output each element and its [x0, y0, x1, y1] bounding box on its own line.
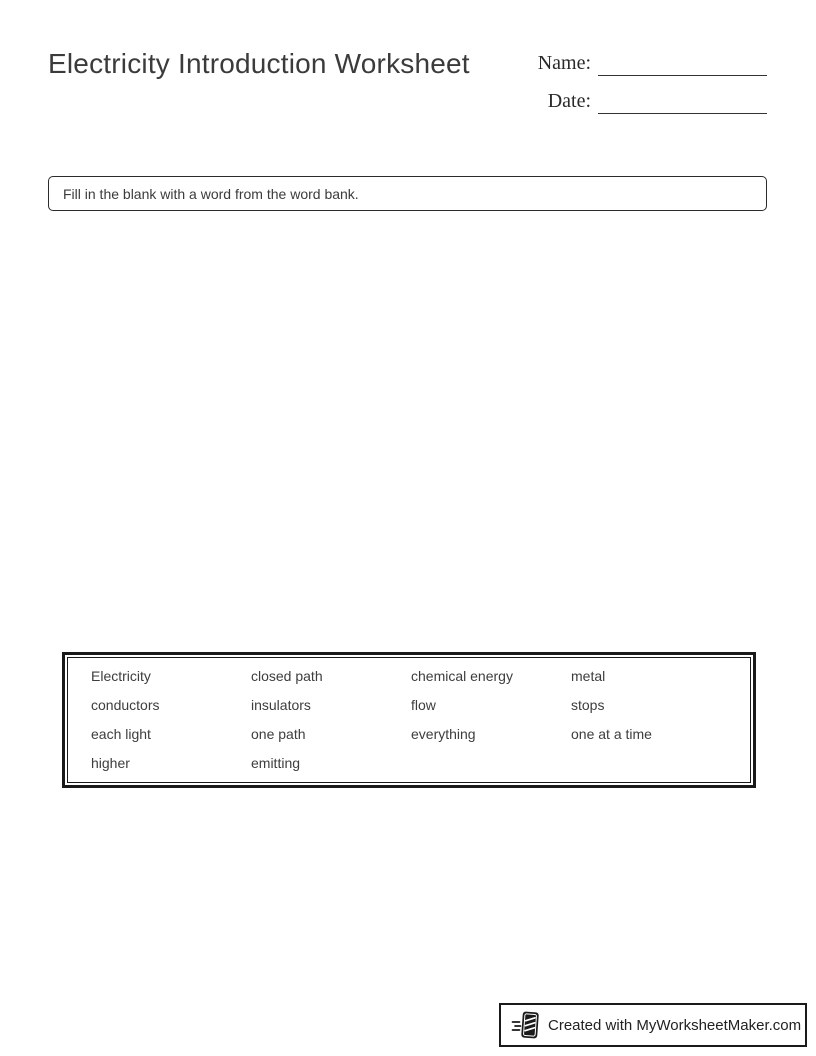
name-label: Name:	[537, 52, 591, 74]
page-title: Electricity Introduction Worksheet	[48, 48, 470, 79]
name-blank-line	[598, 54, 767, 76]
word-bank-word: conductors	[91, 697, 160, 713]
instruction-text: Fill in the blank with a word from the word bank.	[63, 185, 359, 202]
word-bank-word: higher	[91, 755, 130, 771]
word-bank-word: flow	[411, 697, 436, 713]
header-fields	[538, 50, 767, 114]
word-bank-word: Electricity	[91, 668, 151, 684]
footer-credit-text: Created with MyWorksheetMaker.com	[548, 1016, 802, 1034]
date-blank-line	[598, 92, 767, 114]
word-bank-word: insulators	[251, 697, 311, 713]
footer-credit-link[interactable]	[499, 1003, 807, 1047]
word-bank-word: closed path	[251, 668, 323, 684]
word-bank	[62, 652, 756, 788]
name-field-row	[538, 50, 767, 76]
word-bank-word: one path	[251, 726, 306, 742]
word-bank-word: chemical energy	[411, 668, 513, 684]
word-bank-inner	[67, 657, 751, 783]
word-bank-word: one at a time	[571, 726, 652, 742]
word-bank-word: metal	[571, 668, 606, 684]
word-bank-word: emitting	[251, 755, 301, 771]
instruction-box	[48, 176, 767, 211]
worksheet-page-icon	[511, 1009, 541, 1041]
date-field-row	[538, 88, 767, 114]
word-bank-word: stops	[571, 697, 605, 713]
date-label: Date:	[547, 90, 591, 112]
word-bank-word: each light	[91, 726, 151, 742]
word-bank-word: everything	[411, 726, 476, 742]
